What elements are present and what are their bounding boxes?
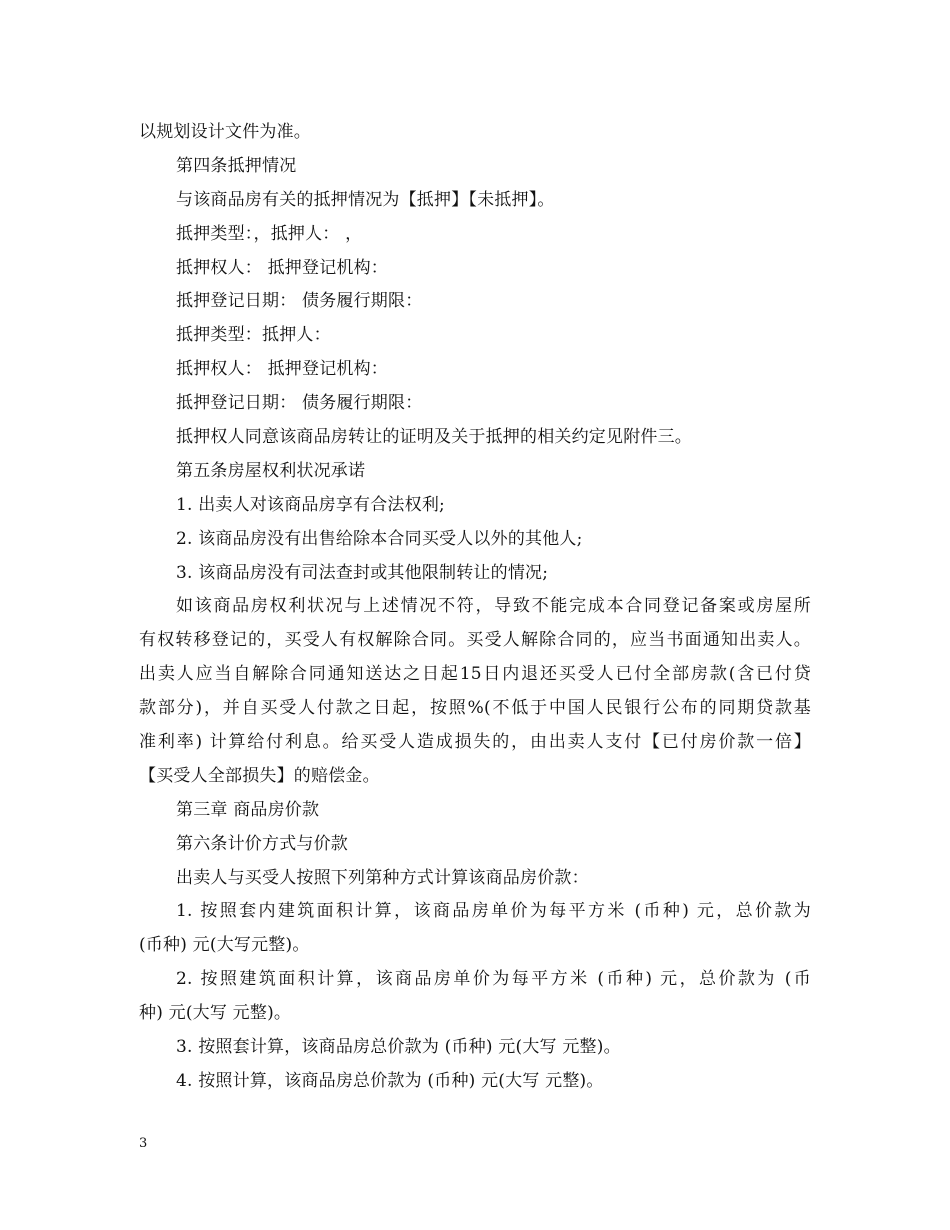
article-heading-5: 第五条房屋权利状况承诺	[176, 460, 366, 481]
text-line: 与该商品房有关的抵押情况为【抵押】【未抵押】。	[176, 189, 555, 210]
document-body	[139, 116, 811, 1099]
article-heading-4: 第四条抵押情况	[176, 155, 297, 176]
list-item: 1. 按照套内建筑面积计算，该商品房单价为每平方米 (币种) 元，总价款为	[176, 901, 811, 922]
text-line: 抵押权人同意该商品房转让的证明及关于抵押的相关约定见附件三。	[176, 427, 692, 448]
list-item: 4. 按照计算，该商品房总价款为 (币种) 元(大写 元整)。	[176, 1070, 604, 1091]
paragraph-line: 出卖人应当自解除合同通知送达之日起15日内退还买受人已付全部房款(含已付贷	[139, 664, 811, 685]
page-number: 3	[139, 1136, 148, 1151]
text-line: 抵押权人： 抵押登记机构：	[176, 359, 389, 380]
list-item: 3. 按照套计算，该商品房总价款为 (币种) 元(大写 元整)。	[176, 1037, 621, 1058]
article-heading-6: 第六条计价方式与价款	[176, 833, 348, 854]
text-line: 抵押登记日期： 债务履行期限：	[176, 291, 423, 312]
paragraph-line: 准利率) 计算给付利息。给买受人造成损失的，由出卖人支付【已付房价款一倍】	[139, 732, 811, 753]
list-item: 2. 按照建筑面积计算，该商品房单价为每平方米 (币种) 元，总价款为 (币	[176, 969, 811, 990]
paragraph-line: 有权转移登记的，买受人有权解除合同。买受人解除合同的，应当书面通知出卖人。	[139, 630, 811, 651]
list-item: 1. 出卖人对该商品房享有合法权利;	[176, 494, 445, 515]
paragraph-line: 【买受人全部损失】的赔偿金。	[139, 765, 380, 786]
text-line: 出卖人与买受人按照下列第种方式计算该商品房价款：	[176, 867, 589, 888]
paragraph-line: 款部分)，并自买受人付款之日起，按照%(不低于中国人民银行公布的同期贷款基	[139, 698, 811, 719]
list-item-continuation: 种) 元(大写 元整)。	[139, 1003, 292, 1024]
text-line: 抵押类型：，抵押人： ，	[176, 223, 363, 244]
chapter-heading-3: 第三章 商品房价款	[176, 799, 320, 820]
list-item-continuation: (币种) 元(大写元整)。	[139, 935, 310, 956]
text-line: 抵押类型：抵押人：	[176, 325, 331, 346]
text-line: 抵押权人： 抵押登记机构：	[176, 257, 389, 278]
paragraph-line: 如该商品房权利状况与上述情况不符，导致不能完成本合同登记备案或房屋所	[176, 596, 811, 617]
text-line: 以规划设计文件为准。	[139, 122, 311, 142]
text-line: 抵押登记日期： 债务履行期限：	[176, 393, 423, 414]
list-item: 3. 该商品房没有司法查封或其他限制转让的情况;	[176, 562, 549, 583]
list-item: 2. 该商品房没有出售给除本合同买受人以外的其他人;	[176, 528, 583, 549]
